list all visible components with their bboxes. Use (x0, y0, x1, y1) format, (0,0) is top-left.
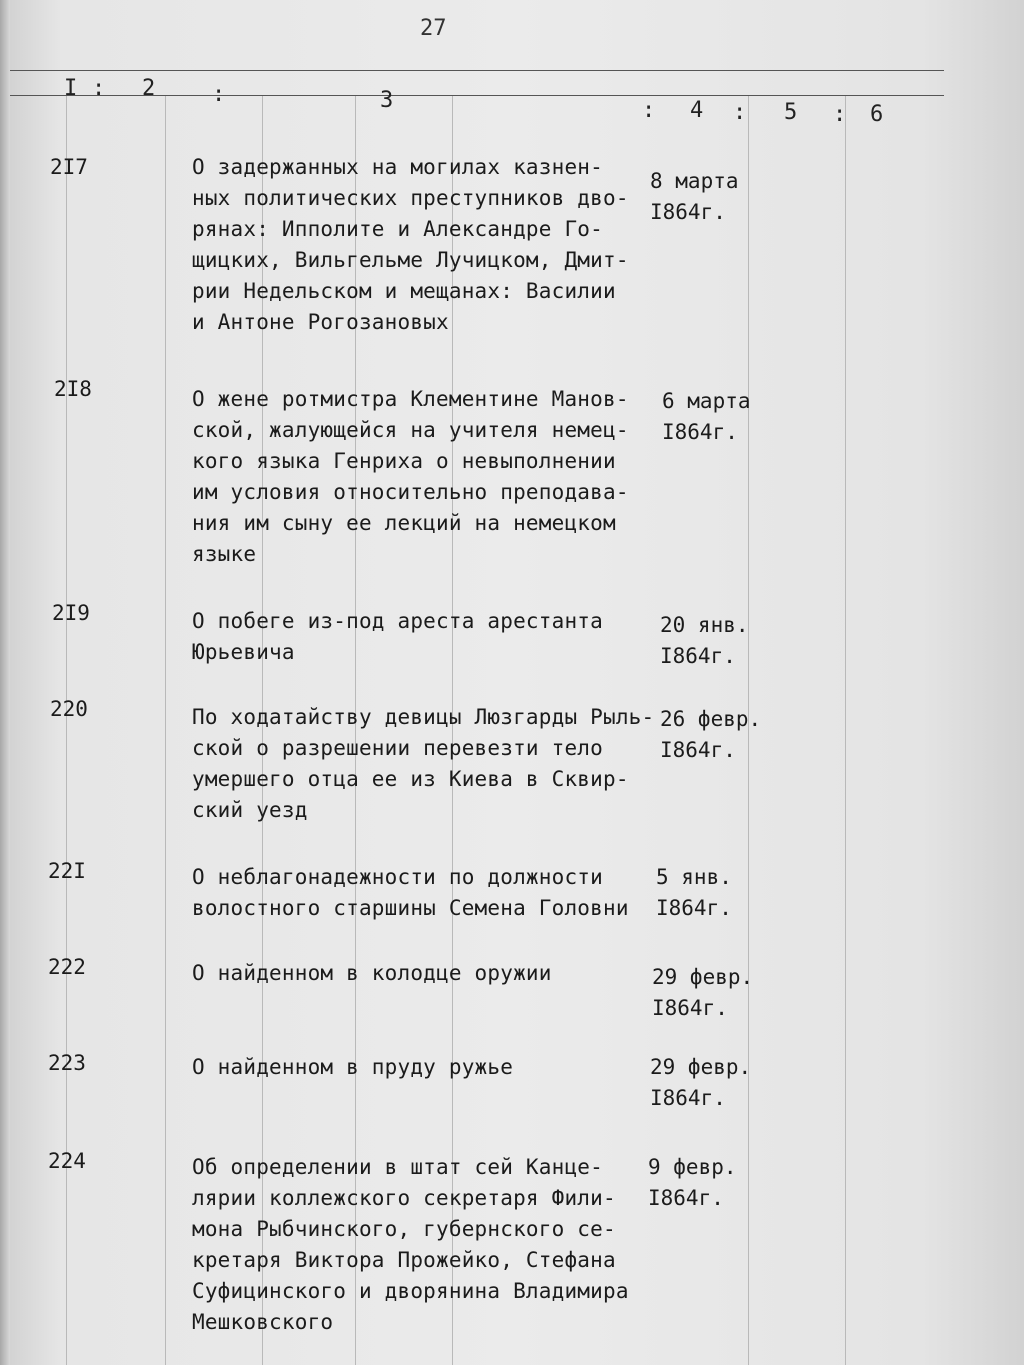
entry-description: О побеге из-под ареста арестанта Юрьевича (192, 609, 603, 664)
entry-description: О задержанных на могилах казнен- ных политических преступников дво- рянах: Ипполите и Александре Го- щицких, Вильгельме Лучицком, Дмит- рии Недельском и мещанах: Василии и Антоне Рогозановых (192, 155, 629, 334)
entry-description: О найденном в пруду ружье (192, 1055, 514, 1079)
column-header-6: 6 (870, 102, 884, 127)
entry-description: О жене ротмистра Клементине Манов- ской, жалующейся на учителя немец- кого языка Генриха о невыполнении им условия относительно преподава- ния им сыну ее лекций на немецком языке (192, 387, 629, 566)
column-header-2: 2 (142, 76, 156, 101)
column-divider (845, 95, 846, 1365)
entry-date: 29 февр. I864г. (650, 1055, 752, 1110)
column-separator: : (833, 102, 847, 127)
entry-date: 29 февр. I864г. (652, 965, 754, 1020)
entry-date: 8 марта I864г. (650, 169, 739, 224)
column-header-5: 5 (784, 100, 798, 125)
column-header-4: 4 (690, 98, 704, 123)
header-top-rule (10, 70, 944, 71)
column-separator: : (642, 98, 656, 123)
entry-number: 222 (48, 955, 86, 979)
entry-date: 9 февр. I864г. (648, 1155, 737, 1210)
entry-date: 20 янв. I864г. (660, 613, 749, 668)
entry-date: 5 янв. I864г. (656, 865, 732, 920)
entry-number: 223 (48, 1051, 86, 1075)
column-header-3: 3 (380, 88, 394, 113)
entry-description: О найденном в колодце оружии (192, 961, 552, 985)
entry-description: О неблагонадежности по должности волостного старшины Семена Головни (192, 865, 629, 920)
page-binding-edge (0, 0, 10, 1365)
entry-number: 2I9 (52, 601, 90, 625)
entry-number: 2I7 (50, 155, 88, 179)
entry-number: 2I8 (54, 377, 92, 401)
column-separator: : (92, 76, 106, 101)
entry-description: По ходатайству девицы Люзгарды Рыль- ской о разрешении перевезти тело умершего отца ее из Киева в Сквир- ский уезд (192, 705, 655, 822)
column-header-1: I (64, 76, 78, 101)
entry-number: 224 (48, 1149, 86, 1173)
entry-number: 22I (48, 859, 86, 883)
entry-number: 220 (50, 697, 88, 721)
entry-description: Об определении в штат сей Канце- лярии коллежского секретаря Фили- мона Рыбчинского, губернского се- кретаря Виктора Прожейко, Стефана Суфицинского и дворянина Владимира Мешковского (192, 1155, 629, 1334)
column-separator: : (212, 82, 226, 107)
entry-date: 26 февр. I864г. (660, 707, 762, 762)
column-separator: : (733, 100, 747, 125)
page-number: 27 (420, 16, 447, 41)
entry-date: 6 марта I864г. (662, 389, 751, 444)
column-divider (165, 95, 166, 1365)
